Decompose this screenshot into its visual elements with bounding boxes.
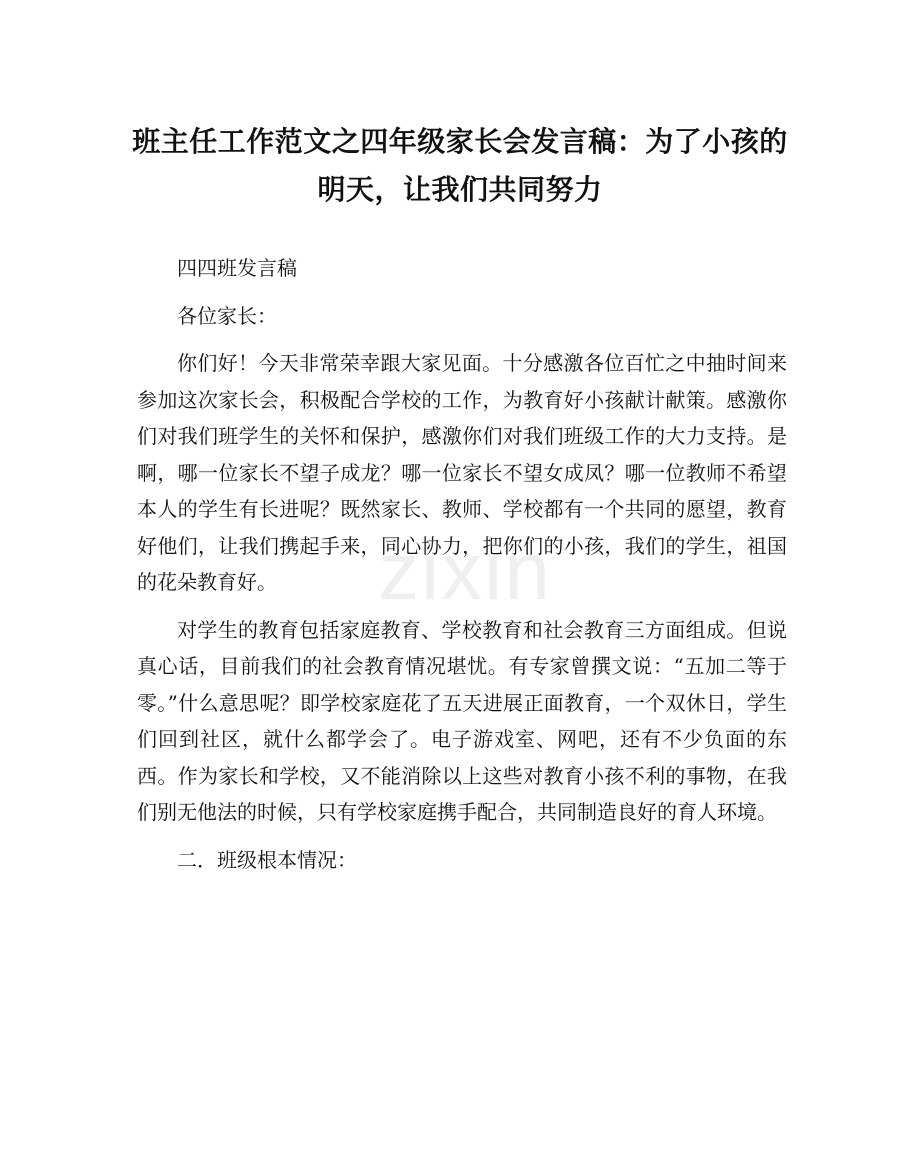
paragraph-salutation: 各位家长： [177,303,277,328]
paragraph-class-heading: 四四班发言稿 [177,256,297,280]
paragraph-greeting: 你们好！今天非常荣幸跟大家见面。十分感激各位百忙之中抽时间来参加这次家长会，积极配合学校的工作，为教育好小孩献计献策。感激你们对我们班学生的关怀和保护，感激你们对我们班级工作的大力支持。是啊，哪一位家长不望子成龙？哪一位家长不望女成凤？哪一位教师不希望本人的学生有长进呢？既然家长、教师、学校都有一个共同的愿望，教育好他们，让我们携起手来，同心协力，把你们的小孩，我们的学生，祖国的花朵教育好。 [137,351,787,594]
document-body [137,250,787,889]
paragraph-education: 对学生的教育包括家庭教育、学校教育和社会教育三方面组成。但说真心话，目前我们的社会教育情况堪忧。有专家曾撰文说：“五加二等于零。”什么意思呢？即学校家庭花了五天进展正面教育，一个双休日，学生们回到社区，就什么都学会了。电子游戏室、网吧，还有不少负面的东西。作为家长和学校，又不能消除以上这些对教育小孩不利的事物，在我们别无他法的时候，只有学校家庭携手配合，共同制造良好的育人环境。 [137,617,787,824]
paragraph-section-two: 二．班级根本情况： [177,847,357,872]
watermark: zixin [377,526,553,617]
document-title: 班主任工作范文之四年级家长会发言稿：为了小孩的明天，让我们共同努力 [132,125,788,206]
